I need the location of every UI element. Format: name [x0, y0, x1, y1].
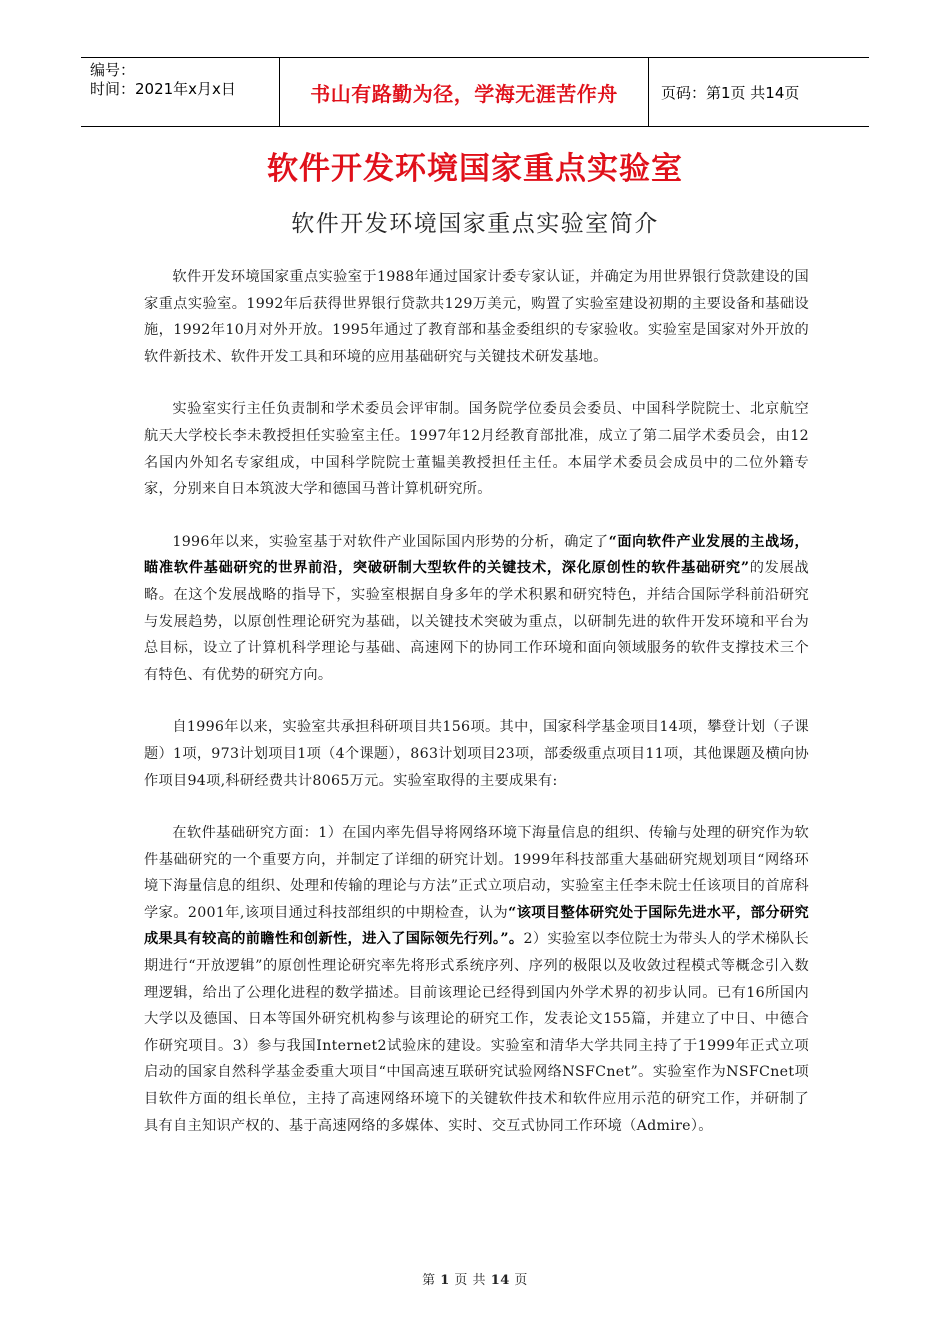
page-footer: [0, 1269, 950, 1288]
paragraph-projects: 自1996年以来，实验室共承担科研项目共156项。其中，国家科学基金项目14项，攀登计划（子课题）1项，973计划项目1项（4个课题），863计划项目23项，部委级重点项目11项，其他课题及横向协作项目94项,科研经费共计8065万元。实验室取得的主要成果有:: [144, 719, 809, 789]
footer-total-pages: 14: [490, 1273, 510, 1288]
strategy-quote: “面向软件产业发展的主战场，瞄准软件基础研究的世界前沿，突破研制大型软件的关键技术，深化原创性的软件基础研究”: [144, 533, 809, 577]
header-page-info: 页码：第1页 共14页: [661, 83, 800, 102]
paragraph-history: 软件开发环境国家重点实验室于1988年通过国家计委专家认证，并确定为用世界银行贷款建设的国家重点实验室。1992年后获得世界银行贷款共129万美元，购置了实验室建设初期的主要设备和基础设施，1992年10月对外开放。1995年通过了教育部和基金委组织的专家验收。实验室是国家对外开放的软件新技术、软件开发工具和环境的应用基础研究与关键技术研发基地。: [144, 269, 809, 365]
page-subtitle: 软件开发环境国家重点实验室简介: [291, 211, 659, 237]
document-number-label: 编号：: [90, 61, 136, 79]
document-body: [144, 264, 809, 1165]
paragraph-achievements: [144, 820, 809, 1139]
strategy-intro: 1996年以来，实验室基于对软件产业国际国内形势的分析，确定了: [172, 533, 609, 550]
page-title: 软件开发环境国家重点实验室: [267, 151, 683, 187]
achievements-quote: “该项目整体研究处于国际先进水平，部分研究成果具有较高的前瞻性和创新性，进入了国际领先行列。”。: [144, 904, 810, 948]
footer-page-number: 1: [440, 1273, 450, 1288]
document-time-label: 时间：2021年x月x日: [90, 80, 236, 98]
paragraph-strategy: [144, 529, 809, 689]
strategy-rest: 的发展战略。在这个发展战略的指导下，实验室根据自身多年的学术积累和研究特色，并结合国际学科前沿研究与发展趋势，以原创性理论研究为基础，以关键技术突破为重点，以研制先进的软件开发环境和平台为总目标，设立了计算机科学理论与基础、高速网下的协同工作环境和面向领域服务的软件支撑技术三个有特色、有优势的研究方向。: [144, 560, 809, 683]
paragraph-management: 实验室实行主任负责制和学术委员会评审制。国务院学位委员会委员、中国科学院院士、北京航空航天大学校长李未教授担任实验室主任。1997年12月经教育部批准，成立了第二届学术委员会，由12名国内外知名专家组成，中国科学院院士董韫美教授担任主任。本届学术委员会成员中的二位外籍专家，分别来自日本筑波大学和德国马普计算机研究所。: [144, 401, 809, 498]
achievements-intro: 在软件基础研究方面：1）在国内率先倡导将网络环境下海量信息的组织、传输与处理的研究作为软件基础研究的一个重要方向，并制定了详细的研究计划。1999年科技部重大基础研究规划项目“网络环境下海量信息的组织、处理和传输的理论与方法”正式立项启动，实验室主任李未院士任该项目的首席科学家。2001年,该项目通过科技部组织的中期检查，认为: [144, 825, 809, 921]
header-motto-cell: [279, 58, 649, 126]
footer-prefix: 第: [422, 1273, 436, 1288]
header-motto: 书山有路勤为径，学海无涯苦作舟: [310, 81, 618, 106]
achievements-rest: 2）实验室以李位院士为带头人的学术梯队长期进行“开放逻辑”的原创性理论研究率先将形式系统序列、序列的极限以及收敛过程模式等概念引入数理逻辑，给出了公理化进程的数学描述。目前该理论已经得到国内外学术界的初步认同。已有16所国内大学以及德国、日本等国外研究机构参与该理论的研究工作，发表论文155篇，并建立了中日、中德合作研究项目。3）参与我国Internet2试验床的建设。实验室和清华大学共同主持了于1999年正式立项启动的国家自然科学基金委重大项目“中国高速互联研究试验网络NSFCnet”。实验室作为NSFCnet项目软件方面的组长单位，主持了高速网络环境下的关键软件技术和软件应用示范的研究工作，并研制了具有自主知识产权的、基于高速网络的多媒体、实时、交互式协同工作环境（Admire）。: [144, 931, 810, 1134]
footer-suffix: 页: [514, 1273, 528, 1288]
header-meta: [81, 58, 279, 126]
footer-middle: 页 共: [454, 1273, 487, 1288]
header-table: [81, 57, 869, 127]
